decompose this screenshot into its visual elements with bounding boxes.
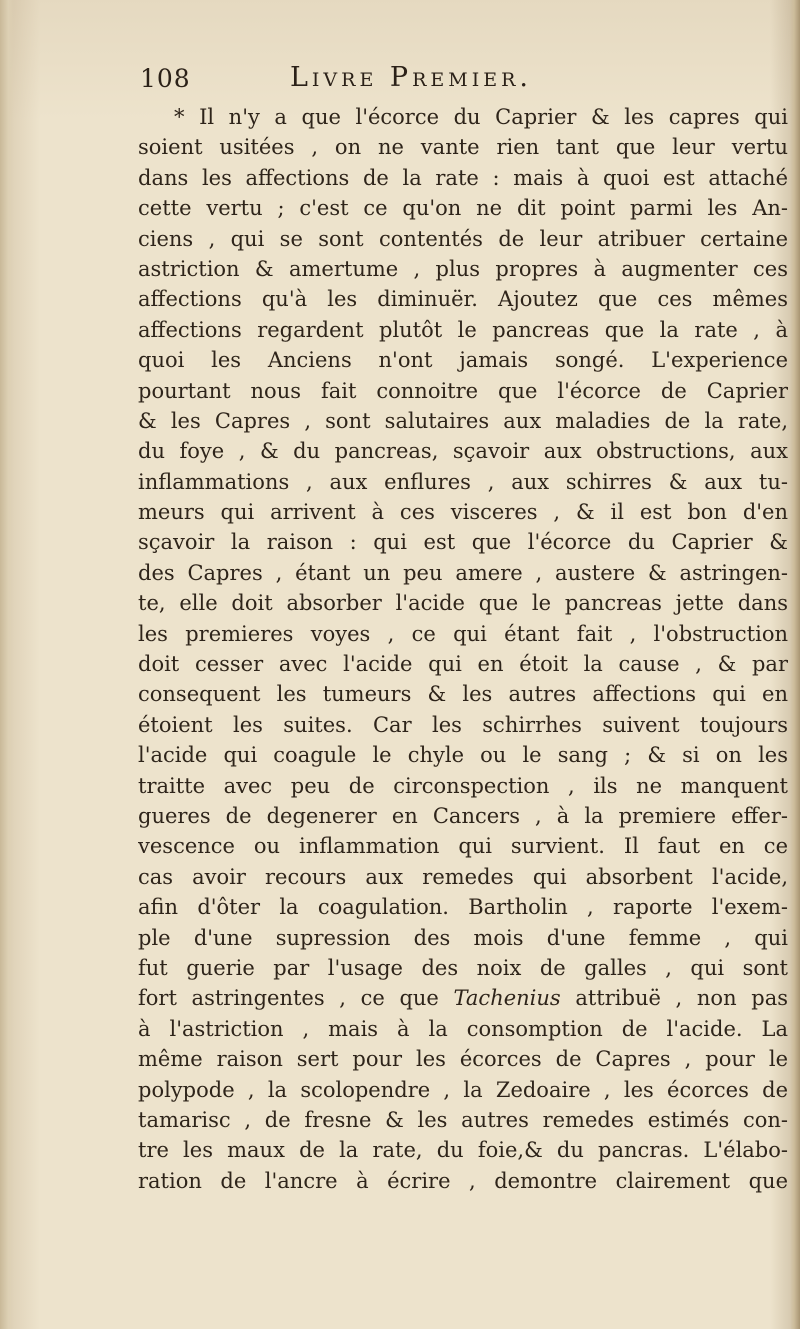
text-line: doit cesser avec l'acide qui en étoit la cause , & par [138,652,788,677]
text-line: dans les affections de la rate : mais à quoi est attaché [138,165,788,190]
text-line: sçavoir la raison : qui est que l'écorce du Caprier & [138,530,788,555]
text-line: traitte avec peu de circonspection , ils ne manquent [138,773,788,798]
text-line: cette vertu ; c'est ce qu'on ne dit point parmi les An- [138,196,788,221]
text-line: quoi les Anciens n'ont jamais songé. L'experience [138,348,788,373]
page-number: 108 [140,64,191,93]
text-line: étoient les suites. Car les schirrhes suivent toujours [138,712,788,737]
page-edge-shadow [790,0,800,1329]
text-line: consequent les tumeurs & les autres affections qui en [138,682,788,707]
text-line: l'acide qui coagule le chyle ou le sang ; & si on les [138,743,788,768]
text-line: & les Capres , sont salutaires aux maladies de la rate, [138,408,788,433]
italic-author-name: Tachenius [453,986,561,1011]
text-line: tre les maux de la rate, du foie,& du pancras. L'élabo- [138,1138,788,1163]
text-line: les premieres voyes , ce qui étant fait , l'obstruction [138,621,788,646]
text-line-with-italic [138,983,788,1013]
text-line: fut guerie par l'usage des noix de galles , qui sont [138,955,788,980]
text-line: cas avoir recours aux remedes qui absorbent l'acide, [138,864,788,889]
text-line: des Capres , étant un peu amere , austere & astringen- [138,560,788,585]
text-line: gueres de degenerer en Cancers , à la premiere effer- [138,803,788,828]
text-line: vescence ou inflammation qui survient. Il faut en ce [138,834,788,859]
text-line: polypode , la scolopendre , la Zedoaire , les écorces de [138,1077,788,1102]
page-gutter-shadow [0,0,14,1329]
text-line: ple d'une supression des mois d'une femme , qui [138,925,788,950]
text-line: soient usitées , on ne vante rien tant que leur vertu [138,135,788,160]
text-line: afin d'ôter la coagulation. Bartholin , raporte l'exem- [138,895,788,920]
text-line: affections qu'à les diminuër. Ajoutez que ces mêmes [138,287,788,312]
text-line: ciens , qui se sont contentés de leur atribuer certaine [138,226,788,251]
text-line: à l'astriction , mais à la consomption de l'acide. La [138,1016,788,1041]
text-line: meurs qui arrivent à ces visceres , & il est bon d'en [138,500,788,525]
text-line: affections regardent plutôt le pancreas que la rate , à [138,317,788,342]
text-line: te, elle doit absorber l'acide que le pancreas jette dans [138,591,788,616]
text-line: même raison sert pour les écorces de Capres , pour le [138,1047,788,1072]
body-text [138,102,788,1196]
text-line: tamarisc , de fresne & les autres remedes estimés con- [138,1107,788,1132]
running-title: Livre Premier. [290,62,532,93]
text-line: * Il n'y a que l'écorce du Caprier & les capres qui [174,105,788,129]
text-line: du foye , & du pancreas, sçavoir aux obstructions, aux [138,439,788,464]
text-line: pourtant nous fait connoitre que l'écorce de Caprier [138,378,788,403]
text-line: inflammations , aux enflures , aux schirres & aux tu- [138,469,788,494]
text-line: astriction & amertume , plus propres à augmenter ces [138,256,788,281]
text-segment: fort astringentes , ce que [138,986,454,1011]
page-header [140,62,780,102]
text-segment: attribuë , non pas [560,986,788,1011]
text-line: ration de l'ancre à écrire , demontre clairement que [138,1168,788,1193]
